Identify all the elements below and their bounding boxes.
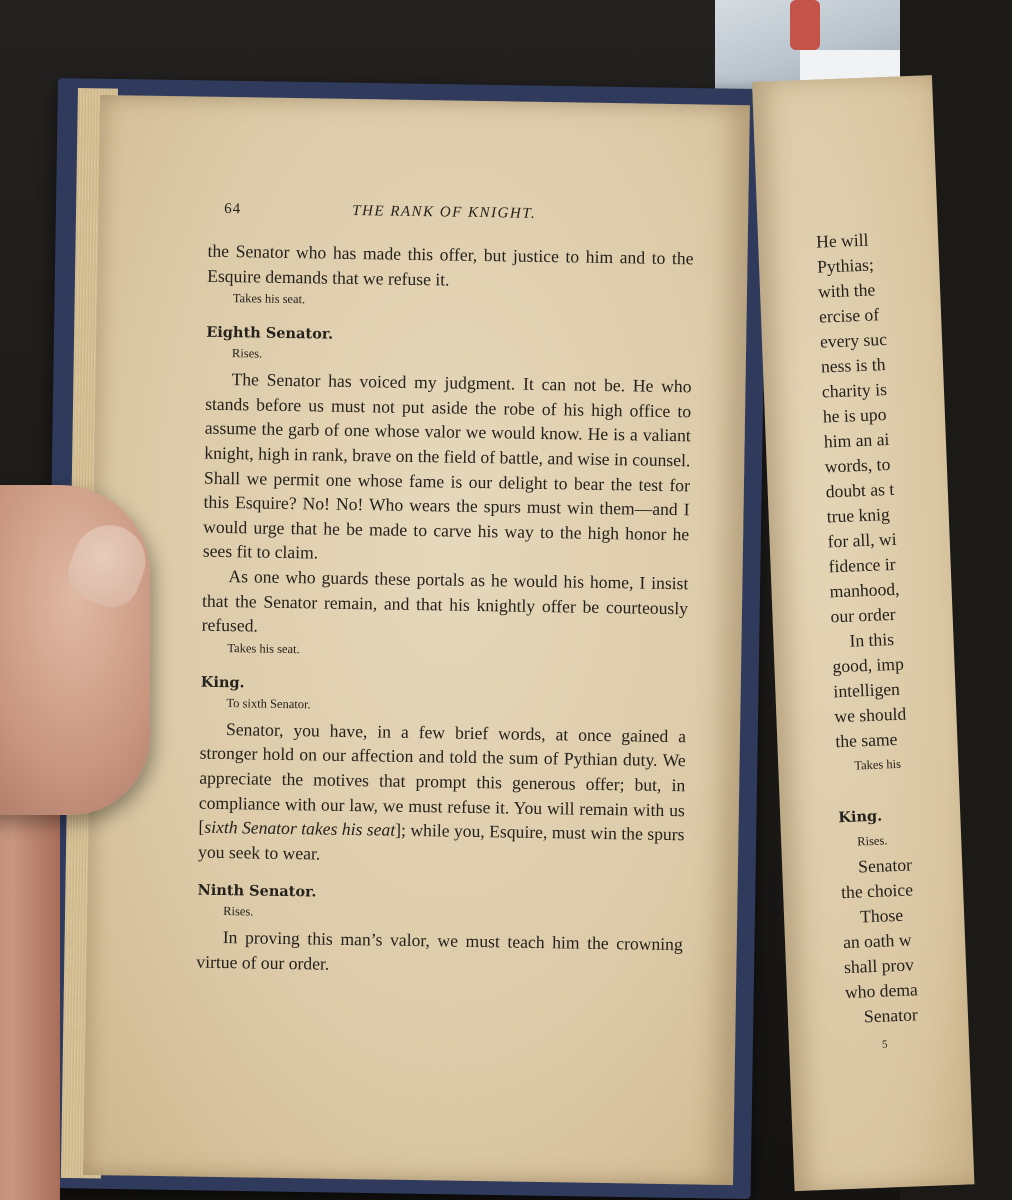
text-line: charity is	[821, 379, 888, 402]
text-line: good, imp	[832, 653, 905, 677]
text-line: Senator	[863, 1004, 919, 1027]
text-line: our order	[830, 603, 896, 627]
speech-paragraph: The Senator has voiced my judgment. It can not be. He who stands before us must not put aside the robe of his high office to assume the garb of one whose valor we would know. He is a valiant knight, high in rank, brave on the field of battle, and wise in counsel. Shall we permit one whose fame is our delight to bear the test for this Esquire? No! No! Who wears the spurs must win them—and I would urge that he be made to carve his way to the high honor he sees fit to claim.	[202, 369, 692, 563]
background-object	[790, 0, 820, 50]
speech-paragraph	[198, 716, 686, 871]
speech-text: ]; while you, Esquire, must win the spurs you seek to wear.	[197, 819, 685, 864]
speech-paragraph: In proving this man’s valor, we must teach him the crowning virtue of our order.	[196, 927, 683, 974]
speaker-heading: Ninth Senator.	[197, 881, 317, 901]
speaker-heading: King.	[200, 673, 245, 692]
text-line: ness is th	[820, 354, 886, 377]
text-line: intelligen	[833, 678, 901, 702]
text-line: the choice	[840, 879, 914, 903]
page-signature-mark: 5	[881, 1038, 888, 1051]
speaker-heading: King.	[837, 807, 883, 827]
text-line: He will	[815, 229, 869, 252]
hand-palm	[0, 780, 60, 1200]
text-line: him an ai	[823, 429, 890, 452]
page-header	[224, 200, 704, 222]
speech-paragraph: As one who guards these portals as he would his home, I insist that the Senator remain, and that his knightly offer be courteously refused.	[201, 566, 689, 636]
text-line: true knig	[826, 504, 891, 527]
text-line: Pythias;	[816, 254, 875, 277]
text-line: fidence ir	[828, 553, 896, 577]
text-line: for all, wi	[827, 528, 897, 552]
stage-direction: To sixth Senator.	[226, 695, 311, 712]
running-title: THE RANK OF KNIGHT.	[352, 202, 537, 222]
text-line: an oath w	[842, 929, 912, 953]
stage-direction: Takes his seat.	[227, 640, 300, 656]
left-page	[83, 95, 750, 1185]
text-line: ercise of	[818, 304, 880, 327]
text-line: who dema	[844, 979, 919, 1003]
text-line: the same	[834, 728, 898, 752]
text-line: In this	[849, 628, 895, 651]
page-number: 64	[224, 200, 242, 218]
stage-direction: Rises.	[856, 833, 888, 849]
stage-direction: Rises.	[223, 904, 254, 919]
text-line: doubt as t	[825, 478, 895, 502]
speaker-heading: Eighth Senator.	[206, 323, 334, 343]
continuation-paragraph: the Senator who has made this offer, but justice to him and to the Esquire demands that we refuse it.	[207, 240, 694, 290]
text-line: every suc	[819, 329, 888, 352]
stage-direction: Rises.	[231, 346, 263, 361]
speech-text: Senator, you have, in a few brief words, at once gained a stronger hold on our affection and told the sum of Pythian duty. We appreciate the motives that prompt this generous offer; but, in compliance with our law, we must refuse it. You will remain with us [	[198, 718, 687, 837]
text-line: with the	[817, 279, 876, 302]
text-line: he is upo	[822, 404, 887, 427]
text-line: manhood,	[829, 578, 900, 602]
text-line: Senator	[857, 854, 913, 877]
stage-direction: Takes his	[854, 756, 902, 773]
text-line: words, to	[824, 453, 891, 477]
text-line: shall prov	[843, 954, 915, 978]
text-line: Those	[859, 904, 904, 927]
inline-stage-direction: sixth Senator takes his seat	[204, 816, 396, 840]
stage-direction: Takes his seat.	[232, 291, 306, 307]
text-line: we should	[834, 703, 907, 727]
right-page-text	[816, 224, 1008, 1060]
page-body	[196, 239, 693, 982]
